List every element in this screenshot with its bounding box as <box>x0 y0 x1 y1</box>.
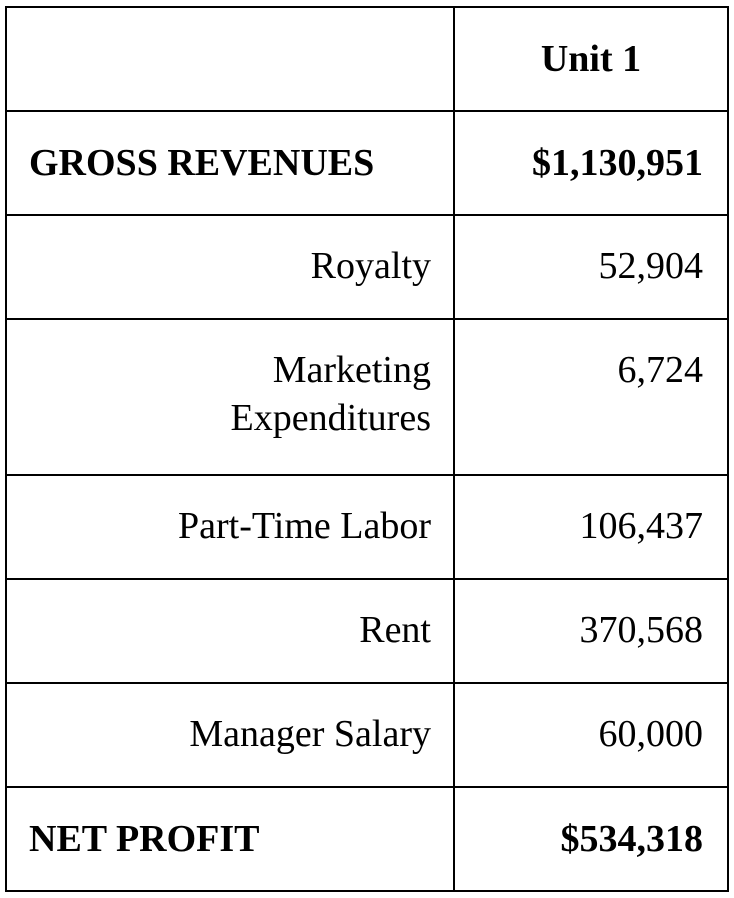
part-time-labor-value: 106,437 <box>454 475 728 579</box>
net-profit-value: $534,318 <box>454 787 728 891</box>
marketing-label-line2: Expenditures <box>230 397 431 439</box>
gross-revenues-label: GROSS REVENUES <box>6 111 454 215</box>
part-time-labor-label: Part-Time Labor <box>6 475 454 579</box>
rent-value: 370,568 <box>454 579 728 683</box>
table-row-net-profit <box>6 787 728 891</box>
gross-revenues-value: $1,130,951 <box>454 111 728 215</box>
table-row-rent <box>6 579 728 683</box>
net-profit-label: NET PROFIT <box>6 787 454 891</box>
table-row-royalty <box>6 215 728 319</box>
royalty-label: Royalty <box>6 215 454 319</box>
marketing-label-line1: Marketing <box>272 349 431 391</box>
table-row-marketing <box>6 319 728 475</box>
marketing-value: 6,724 <box>454 319 728 475</box>
profit-table <box>5 6 729 892</box>
table-row-gross-revenues <box>6 111 728 215</box>
table-row-manager-salary <box>6 683 728 787</box>
manager-salary-label: Manager Salary <box>6 683 454 787</box>
rent-label: Rent <box>6 579 454 683</box>
header-blank-cell <box>6 7 454 111</box>
royalty-value: 52,904 <box>454 215 728 319</box>
marketing-label-cell <box>6 319 454 475</box>
unit-column-header: Unit 1 <box>454 7 728 111</box>
table-header-row <box>6 7 728 111</box>
table-row-part-time-labor <box>6 475 728 579</box>
marketing-label <box>230 346 431 442</box>
manager-salary-value: 60,000 <box>454 683 728 787</box>
